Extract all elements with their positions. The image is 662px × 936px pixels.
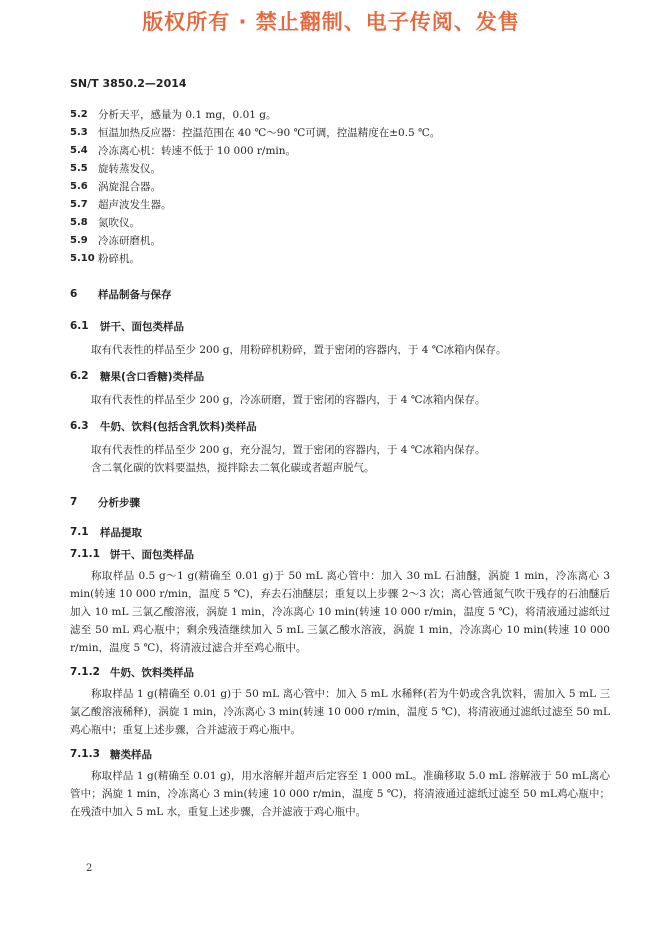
- section-title: 分析步骤: [98, 496, 140, 509]
- subsection-6-3-heading: [70, 417, 610, 435]
- section-number: 7.1: [70, 526, 89, 538]
- item-number: 5.6: [70, 180, 88, 192]
- paragraph: 称取样品 1 g(精确至 0.01 g)，用水溶解并超声后定容至 1 000 mL。准确移取 5.0 mL 溶解液于 50 mL离心管中；涡旋 1 min，冷冻离心 3 min(转速 10 000 r/min，温度 5 ℃)，将清液通过滤纸过滤至 50 mL鸡心瓶中；在残渣中加入 5 mL 水，重复上述步骤，合并滤液于鸡心瓶中。: [70, 770, 610, 818]
- equipment-item: [70, 195, 610, 213]
- item-text: 恒温加热反应器：控温范围在 40 ℃～90 ℃可调，控温精度在±0.5 ℃。: [98, 126, 441, 139]
- section-title: 牛奶、饮料(包括含乳饮料)类样品: [100, 420, 257, 433]
- section-number: 6: [70, 288, 78, 300]
- equipment-list: [70, 105, 610, 267]
- subsection-7-1-3-heading: [70, 745, 610, 763]
- section-title: 牛奶、饮料类样品: [110, 666, 194, 679]
- section-title: 糖果(含口香糖)类样品: [100, 370, 205, 383]
- item-text: 冷冻研磨机。: [98, 234, 161, 247]
- subsection-6-1-heading: [70, 317, 610, 335]
- item-text: 分析天平，感量为 0.1 mg，0.01 g。: [98, 108, 277, 121]
- item-number: 5.3: [70, 126, 88, 138]
- paragraph: 取有代表性的样品至少 200 g，冷冻研磨，置于密闭的容器内，于 4 ℃冰箱内保存。: [91, 394, 486, 406]
- section-title: 饼干、面包类样品: [100, 320, 184, 333]
- item-number: 5.4: [70, 144, 88, 156]
- equipment-item: [70, 159, 610, 177]
- item-text: 旋转蒸发仪。: [98, 162, 161, 175]
- item-number: 5.10: [70, 252, 95, 264]
- subsection-6-2-heading: [70, 367, 610, 385]
- paragraph: 取有代表性的样品至少 200 g，用粉碎机粉碎，置于密闭的容器内，于 4 ℃冰箱内保存。: [91, 344, 507, 356]
- paragraph: 取有代表性的样品至少 200 g，充分混匀，置于密闭的容器内，于 4 ℃冰箱内保存。: [91, 444, 486, 456]
- item-number: 5.9: [70, 234, 88, 246]
- paragraph: 称取样品 0.5 g～1 g(精确至 0.01 g)于 50 mL 离心管中：加入 30 mL 石油醚，涡旋 1 min，冷冻离心 3 min(转速 10 000 r/min，温度 5 ℃)，弃去石油醚层；重复以上步骤 2～3 次；离心管通氮气吹干残存的石油醚后加入 10 mL 三氯乙酸溶液，涡旋 1 min，冷冻离心 10 min(转速 10 000 r/min，温度 5 ℃)，将清液通过滤纸过滤至 50 mL 鸡心瓶中；剩余残渣继续加入 5 mL 三氯乙酸水溶液，涡旋 1 min，冷冻离心 10 min(转速 10 000 r/min，温度 5 ℃)，将清液过滤合并至鸡心瓶中。: [70, 570, 610, 654]
- item-text: 粉碎机。: [98, 252, 140, 265]
- item-number: 5.2: [70, 108, 88, 120]
- equipment-item: [70, 123, 610, 141]
- section-number: 7.1.1: [70, 548, 100, 560]
- equipment-item: [70, 231, 610, 249]
- equipment-item: [70, 249, 610, 267]
- subsection-7-1-heading: [70, 523, 610, 541]
- section-title: 样品制备与保存: [98, 288, 172, 301]
- section-7-heading: [70, 493, 610, 511]
- equipment-item: [70, 141, 610, 159]
- section-number: 6.2: [70, 370, 89, 382]
- item-text: 冷冻离心机：转速不低于 10 000 r/min。: [98, 144, 297, 157]
- section-number: 6.3: [70, 420, 89, 432]
- equipment-item: [70, 177, 610, 195]
- page-content: [70, 105, 610, 821]
- item-text: 涡旋混合器。: [98, 180, 161, 193]
- copyright-watermark: 版权所有 · 禁止翻制、电子传阅、发售: [142, 10, 520, 34]
- equipment-item: [70, 105, 610, 123]
- subsection-7-1-1-heading: [70, 545, 610, 563]
- item-number: 5.8: [70, 216, 88, 228]
- section-title: 样品提取: [100, 526, 142, 539]
- section-number: 7.1.2: [70, 666, 100, 678]
- section-6-heading: [70, 285, 610, 303]
- item-number: 5.5: [70, 162, 88, 174]
- item-number: 5.7: [70, 198, 88, 210]
- paragraph: 含二氧化碳的饮料要温热，搅拌除去二氧化碳或者超声脱气。: [91, 462, 375, 474]
- section-number: 7.1.3: [70, 748, 100, 760]
- section-title: 饼干、面包类样品: [110, 548, 194, 561]
- document-code: SN/T 3850.2—2014: [70, 77, 187, 90]
- equipment-item: [70, 213, 610, 231]
- section-title: 糖类样品: [110, 748, 152, 761]
- paragraph: 称取样品 1 g(精确至 0.01 g)于 50 mL 离心管中：加入 5 mL 水稀释(若为牛奶或含乳饮料，需加入 5 mL 三氯乙酸溶液稀释)，涡旋 1 min，冷冻离心 3 min(转速 10 000 r/min，温度 5 ℃)，将清液通过滤纸过滤至 50 mL 鸡心瓶中；重复上述步骤，合并滤液于鸡心瓶中。: [70, 688, 610, 736]
- item-text: 氮吹仪。: [98, 216, 140, 229]
- subsection-7-1-2-heading: [70, 663, 610, 681]
- page-number: 2: [86, 863, 93, 874]
- item-text: 超声波发生器。: [98, 198, 172, 211]
- section-number: 7: [70, 496, 78, 508]
- section-number: 6.1: [70, 320, 89, 332]
